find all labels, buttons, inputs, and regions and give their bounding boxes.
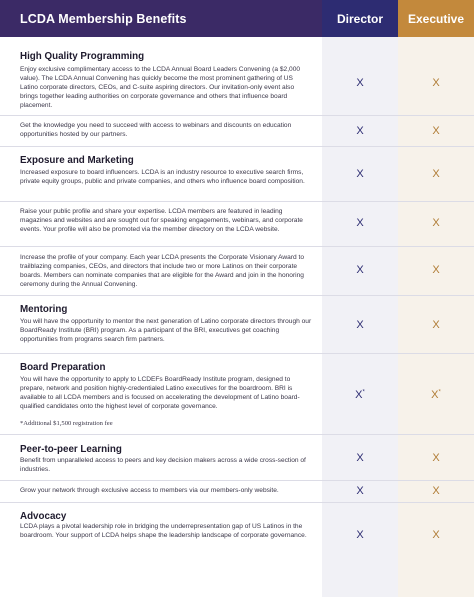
director-check-mark: X [356,217,364,229]
benefit-description [0,435,322,480]
director-cell [322,147,398,201]
executive-cell [398,247,474,295]
executive-cell [398,37,474,115]
benefit-row-advocacy [0,503,474,597]
benefit-description [0,296,322,353]
section-title: Peer-to-peer Learning [20,444,122,455]
director-check-mark: X [356,125,364,137]
director-column-header: Director [322,0,398,37]
executive-check-mark: X [432,319,440,331]
director-check-mark: X [356,485,364,497]
footnote-asterisk: * [438,389,441,396]
director-cell [322,202,398,246]
benefit-text: LCDA plays a pivotal leadership role in bridging the underrepresentation gap of US Latinos in the boardroom. Your support of LCDA helps shape the leadership landscape of corporate governance. [20,523,307,539]
benefit-description [0,354,322,434]
executive-cell [398,435,474,480]
executive-check-mark: X [432,125,440,137]
benefit-row-board-preparation [0,354,474,435]
section-title: High Quality Programming [20,51,145,62]
benefit-text: Grow your network through exclusive access to members via our members-only website. [20,487,279,494]
benefit-row-public-profile [0,202,474,247]
table-title: LCDA Membership Benefits [0,0,322,37]
benefit-description [0,147,322,201]
benefit-text: Enjoy exclusive complimentary access to the LCDA Annual Board Leaders Convening (a $2,000 value). The LCDA Annual Convening has quickly become the most prominent gathering of US Latino corporate directors, CEOs, and C-suite aspiring directors. Our invitation-only event also brings together leading authorities on corporate governance and others that influence board placement. [20,66,301,109]
executive-check-mark: X [432,264,440,276]
benefit-description [0,116,322,146]
executive-cell [398,354,474,434]
executive-check-mark [398,389,474,401]
benefit-row-company-profile [0,247,474,296]
director-cell [322,481,398,502]
director-check-mark: X [356,264,364,276]
executive-cell [398,503,474,597]
benefit-rows [0,37,474,597]
director-cell [322,37,398,115]
benefit-row-exposure-and-marketing [0,147,474,202]
benefit-text: Get the knowledge you need to succeed with access to webinars and discounts on education opportunities hosted by our partners. [20,122,292,138]
director-cell [322,116,398,146]
executive-check-mark: X [432,529,440,541]
benefit-text: Benefit from unparalleled access to peers and key decision makers across a wide cross-section of industries. [20,457,306,473]
executive-check-mark: X [432,485,440,497]
benefit-text: Increased exposure to board influencers. LCDA is an industry resource to executive search firms, private equity groups, public and private companies, and others who influence board composition. [20,169,305,185]
benefit-row-network [0,481,474,503]
benefit-description [0,202,322,246]
director-cell [322,503,398,597]
section-title: Mentoring [20,304,68,315]
executive-cell [398,296,474,353]
benefit-text: Increase the profile of your company. Each year LCDA presents the Corporate Visionary Award to trailblazing companies, CEOs, and directors that include two or more Latinos on their corporate boards. Members can nominate companies that are eligible for the Award and join in the honoring ceremony during the Annual Convening. [20,254,305,288]
benefit-description [0,503,322,597]
executive-check-mark: X [432,168,440,180]
director-cell [322,296,398,353]
director-check-mark: X [356,319,364,331]
director-check-mark: X [356,168,364,180]
mark-text: X [431,389,439,401]
executive-check-mark: X [432,452,440,464]
executive-cell [398,202,474,246]
benefit-text: You will have the opportunity to apply to LCDEFs BoardReady Institute program, designed to prepare, network and position highly-credentialed Latino executives for the boardroom. BRI is available to all LCDA members and is focused on accelerating the development of Latino board-qualified candidates onto the highest level of corporate governance. [20,376,300,410]
mark-text: X [355,389,363,401]
section-title: Exposure and Marketing [20,155,134,166]
benefit-text: Raise your public profile and share your expertise. LCDA members are featured in leading magazines and websites and are sought out for speaking engagements, webinars, and corporate events. Your profile will also be promoted via the member directory on the LCDA website. [20,208,303,233]
executive-check-mark: X [432,77,440,89]
director-check-mark: X [356,77,364,89]
director-check-mark: X [356,529,364,541]
executive-cell [398,147,474,201]
benefit-row-webinars [0,116,474,147]
footnote-asterisk: * [362,389,365,396]
benefit-description [0,481,322,502]
section-title: Board Preparation [20,362,106,373]
benefit-row-mentoring [0,296,474,354]
benefit-description [0,37,322,115]
section-title: Advocacy [20,511,67,522]
table-header [0,0,474,37]
director-check-mark: X [356,452,364,464]
benefit-row-peer-learning [0,435,474,481]
director-cell [322,435,398,480]
director-cell [322,247,398,295]
executive-column-header: Executive [398,0,474,37]
executive-cell [398,481,474,502]
registration-fee-note: *Additional $1,500 registration fee [20,420,113,427]
director-check-mark [322,389,398,401]
benefit-text: You will have the opportunity to mentor the next generation of Latino corporate directors through our BoardReady Institute (BRI) program. As a participant of the BRI, executives get coaching opportunities from programs search firm partners. [20,318,312,343]
executive-cell [398,116,474,146]
benefit-description [0,247,322,295]
executive-check-mark: X [432,217,440,229]
benefit-row-high-quality-programming [0,37,474,116]
director-cell [322,354,398,434]
